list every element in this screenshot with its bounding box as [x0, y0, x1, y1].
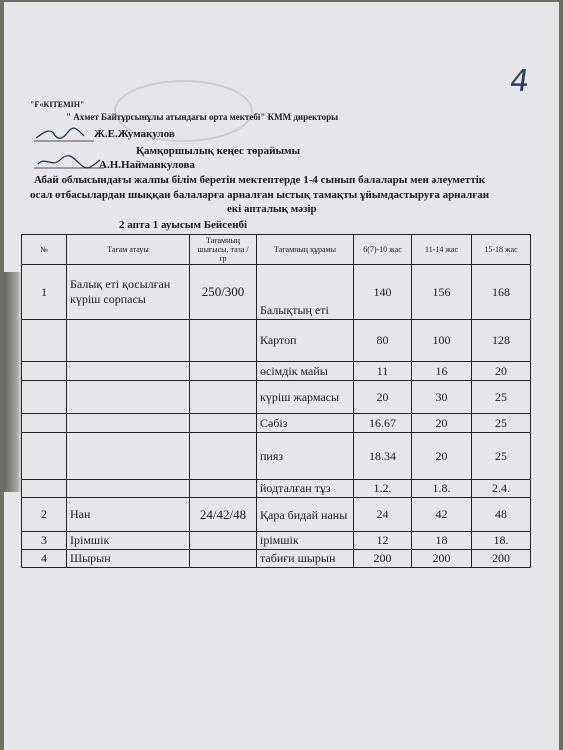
- cell-age-11-14: 42: [412, 498, 472, 532]
- cell-age-15-18: 25: [472, 414, 531, 433]
- cell-age-11-14: 30: [412, 381, 472, 414]
- cell-age-6-10: 200: [354, 550, 412, 568]
- table-header-row: [22, 235, 531, 265]
- table-row: [22, 532, 531, 550]
- cell-no: 1: [22, 265, 67, 320]
- cell-ingredient: Картоп: [257, 320, 354, 362]
- cell-no: 4: [22, 550, 67, 568]
- shadow-stain: [4, 272, 22, 492]
- cell-age-11-14: 1.8.: [412, 480, 472, 498]
- cell-age-15-18: 2.4.: [472, 480, 531, 498]
- cell-age-15-18: 128: [472, 320, 531, 362]
- document-page: [4, 2, 559, 750]
- chair-signature: [34, 152, 104, 172]
- table-row: [22, 320, 531, 362]
- cell-yield: 250/300: [190, 265, 257, 320]
- cell-ingredient: табиғи шырын: [257, 550, 354, 568]
- approval-header: "Ғ«КІТЕМІН": [30, 100, 85, 109]
- page-number: 4: [507, 64, 532, 99]
- table-row: [22, 550, 531, 568]
- cell-no: 3: [22, 532, 67, 550]
- cell-dish: Нан: [67, 498, 190, 532]
- header-composition: Тағамның құрамы: [257, 235, 354, 265]
- cell-ingredient: Балықтың еті: [257, 265, 354, 320]
- cell-dish: Шырын: [67, 550, 190, 568]
- table-row: [22, 480, 531, 498]
- cell-age-6-10: 80: [354, 320, 412, 362]
- table-row: [22, 498, 531, 532]
- cell-dish: Балық еті қосылған күріш сорпасы: [67, 265, 190, 320]
- director-name: Ж.Е.Жумакулов: [94, 128, 175, 140]
- school-director-line: " Ахмет Байтұрсынұлы атындағы орта мектебі" КММ директоры: [66, 112, 339, 122]
- cell-age-6-10: 11: [354, 362, 412, 381]
- cell-age-15-18: 18.: [472, 532, 531, 550]
- cell-age-15-18: 200: [472, 550, 531, 568]
- cell-age-11-14: 20: [412, 414, 472, 433]
- cell-age-11-14: 20: [412, 433, 472, 480]
- cell-ingredient: пияз: [257, 433, 354, 480]
- cell-age-6-10: 20: [354, 381, 412, 414]
- council-chair-title: Қамқоршылық кеңес төрайымы: [136, 145, 301, 157]
- cell-age-11-14: 18: [412, 532, 472, 550]
- header-age-15-18: 15-18 жас: [472, 235, 531, 265]
- cell-age-11-14: 200: [412, 550, 472, 568]
- cell-ingredient: Сәбіз: [257, 414, 354, 433]
- chair-name: А.Н.Найманкулова: [99, 159, 195, 171]
- header-no: №: [22, 235, 67, 265]
- cell-no: 2: [22, 498, 67, 532]
- cell-dish: Ірімшік: [67, 532, 190, 550]
- cell-ingredient: йодталған тұз: [257, 480, 354, 498]
- cell-age-11-14: 16: [412, 362, 472, 381]
- table-row: [22, 362, 531, 381]
- cell-age-6-10: 24: [354, 498, 412, 532]
- cell-age-15-18: 25: [472, 381, 531, 414]
- cell-age-15-18: 48: [472, 498, 531, 532]
- cell-age-6-10: 18.34: [354, 433, 412, 480]
- header-age-11-14: 11-14 жас: [412, 235, 472, 265]
- cell-ingredient: өсімдік майы: [257, 362, 354, 381]
- doc-title-line2: осал отбасылардан шыққан балаларға арналған ыстық тамақты ұйымдастыруға арналған: [30, 189, 490, 201]
- cell-age-11-14: 156: [412, 265, 472, 320]
- director-signature: [34, 124, 94, 146]
- cell-age-11-14: 100: [412, 320, 472, 362]
- cell-ingredient: ірімшік: [257, 532, 354, 550]
- cell-age-15-18: 20: [472, 362, 531, 381]
- header-age-6-10: 6(7)-10 жас: [354, 235, 412, 265]
- table-row: [22, 414, 531, 433]
- cell-age-6-10: 16.67: [354, 414, 412, 433]
- doc-title-line1: Абай облысындағы жалпы білім беретін мектептерде 1-4 сынып балалары мен әлеуметтік: [34, 174, 486, 186]
- table-row: [22, 381, 531, 414]
- cell-ingredient: күріш жармасы: [257, 381, 354, 414]
- menu-table: [21, 234, 531, 568]
- cell-age-6-10: 12: [354, 532, 412, 550]
- header-dish: Тағам атауы: [67, 235, 190, 265]
- cell-age-6-10: 140: [354, 265, 412, 320]
- table-row: [22, 433, 531, 480]
- week-day-label: 2 апта 1 ауысым Бейсенбі: [119, 219, 248, 231]
- cell-yield: 24/42/48: [190, 498, 257, 532]
- cell-ingredient: Қара бидай наны: [257, 498, 354, 532]
- table-row: [22, 265, 531, 320]
- header-yield: Тағамның шығысы, таза / гр: [190, 235, 257, 265]
- cell-age-6-10: 1.2.: [354, 480, 412, 498]
- doc-title-line3: екі апталық мәзір: [227, 203, 317, 215]
- cell-age-15-18: 25: [472, 433, 531, 480]
- cell-age-15-18: 168: [472, 265, 531, 320]
